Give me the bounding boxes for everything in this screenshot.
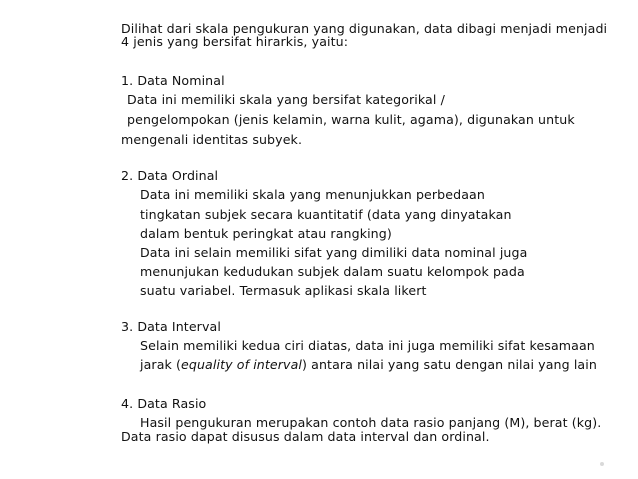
ordinal-text-line: Data ini selain memiliki sifat yang dimiliki data nominal juga xyxy=(140,245,528,260)
slide-corner-mark xyxy=(600,462,604,466)
interval-italic-term: equality of interval xyxy=(181,357,303,372)
ordinal-text-line: Data ini memiliki skala yang menunjukkan perbedaan xyxy=(140,187,485,202)
interval-text-line xyxy=(140,357,597,372)
rasio-text-line: Data rasio dapat disusus dalam data interval dan ordinal. xyxy=(121,429,490,444)
rasio-heading: 4. Data Rasio xyxy=(121,396,207,411)
ordinal-text-line: menunjukan kedudukan subjek dalam suatu kelompok pada xyxy=(140,264,525,279)
ordinal-text-line: dalam bentuk peringkat atau rangking) xyxy=(140,226,392,241)
ordinal-heading: 2. Data Ordinal xyxy=(121,168,219,183)
interval-text-line: Selain memiliki kedua ciri diatas, data ini juga memiliki sifat kesamaan xyxy=(140,338,595,353)
intro-line-2: 4 jenis yang bersifat hirarkis, yaitu: xyxy=(121,34,349,49)
rasio-text-line: Hasil pengukuran merupakan contoh data rasio panjang (M), berat (kg). xyxy=(140,415,602,430)
intro-line-1: Dilihat dari skala pengukuran yang digunakan, data dibagi menjadi menjadi xyxy=(121,21,608,36)
ordinal-text-line: suatu variabel. Termasuk aplikasi skala likert xyxy=(140,283,427,298)
nominal-text-line: pengelompokan (jenis kelamin, warna kulit, agama), digunakan untuk xyxy=(127,112,575,127)
interval-text-post: ) antara nilai yang satu dengan nilai yang lain xyxy=(302,357,597,372)
nominal-text-line: mengenali identitas subyek. xyxy=(121,132,303,147)
interval-text-pre: jarak ( xyxy=(140,357,182,372)
interval-heading: 3. Data Interval xyxy=(121,319,221,334)
ordinal-text-line: tingkatan subjek secara kuantitatif (data yang dinyatakan xyxy=(140,207,512,222)
nominal-heading: 1. Data Nominal xyxy=(121,73,225,88)
nominal-text-line: Data ini memiliki skala yang bersifat kategorikal / xyxy=(127,92,445,107)
